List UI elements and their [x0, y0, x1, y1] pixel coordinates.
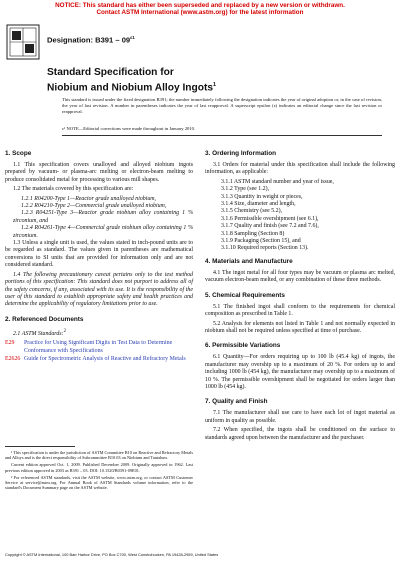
ordering-item: 3.1.2 Type (see 1.2), — [221, 186, 270, 193]
para-4-1: 4.1 The ingot metal for all four types may be vacuum or plasma arc melted, vacuum electron-beam melted, or any combination of these three methods. — [205, 269, 395, 284]
ordering-item: 3.1.7 Quality and finish (see 7.2 and 7.6), — [221, 223, 319, 230]
para-1-4: 1.4 The following precautionary caveat pertains only to the test method portions of this specification: This standard does not purport to address all of the safety concerns, if any, associated with its use. It is the responsibility of the user of this standard to establish appropriate safety and health practices and determine the applicability of regulatory limitations prior to use. — [5, 271, 193, 308]
title-line-1: Standard Specification for — [47, 67, 174, 78]
para-7-1: 7.1 The manufacturer shall use care to have each lot of ingot material as uniform in quality as possible. — [205, 410, 395, 424]
para-3-1: 3.1 Orders for material under this specification shall include the following information, as applicable: — [205, 162, 395, 176]
footnotes — [5, 446, 193, 492]
title-line-2: Niobium and Niobium Alloy Ingots — [47, 82, 214, 94]
para-1-2-2: 1.2.2 R04210-Type 2—Commercial grade unalloyed niobium, — [21, 203, 167, 210]
section-heading-referenced-documents: 2. Referenced Documents — [5, 315, 84, 323]
reference-title[interactable]: Practice for Using Significant Digits in Test Data to Determine Conformance with Specifications — [24, 340, 173, 354]
ordering-item: 3.1.4 Size, diameter and length, — [221, 201, 296, 208]
astm-logo — [6, 24, 40, 60]
ordering-item: 3.1.6 Permissible overshipment (see 6.1), — [221, 215, 319, 222]
footnote-rule — [5, 446, 75, 447]
para-7-2: 7.2 When specified, the ingots shall be conditioned on the surface to standards agreed upon between the manufacturer and the purchaser. — [205, 427, 395, 441]
footnote-1b: Current edition approved Oct. 1, 2009. Published December 2009. Originally approved in 1962. Last previous edition approved in 2003 as B391 – 03. DOI: 10.1520/B0391-09E01. — [5, 462, 193, 473]
para-2-1 — [5, 328, 193, 338]
section-heading-chemical: 5. Chemical Requirements — [205, 291, 285, 299]
ordering-item: 3.1.1 ASTM standard number and year of issue, — [221, 178, 334, 185]
header-divider — [62, 135, 382, 136]
right-column — [205, 150, 395, 444]
footnote-mark-2: 2 — [63, 328, 67, 334]
section-heading-quality-finish: 7. Quality and Finish — [205, 398, 268, 406]
designation-text: Designation: B391 – 09 — [47, 35, 131, 45]
para-5-1: 5.1 The finished ingot shall conform to the requirements for chemical composition as prescribed in Table 1. — [205, 303, 395, 318]
reference-title[interactable]: Guide for Spectrometric Analysis of Reactive and Refractory Metals — [24, 355, 186, 362]
copyright-footer: Copyright © ASTM International, 100 Barr Harbor Drive, PO Box C700, West Conshohocken, PA 19428-2959, United States — [5, 552, 219, 557]
document-title — [47, 67, 216, 94]
reference-row[interactable] — [5, 340, 193, 355]
section-heading-permissible-variations: 6. Permissible Variations — [205, 342, 281, 350]
footnote-1: ¹ This specification is under the jurisdiction of ASTM Committee B10 on Reactive and Refractory Metals and Alloys and is the direct responsibility of Subcommittee B10.03 on Niobium and Tantalum. — [5, 450, 193, 461]
left-column — [5, 150, 193, 364]
designation — [47, 35, 135, 45]
para-1-3: 1.3 Unless a single unit is used, the values stated in inch-pound units are to be regarded as standard. The values given in parentheses are mathematical conversions to SI units that are provided for information only and are not considered standard. — [5, 240, 193, 269]
astm-standards-label: 2.1 ASTM Standards: — [13, 330, 64, 337]
designation-sup: ε1 — [130, 35, 135, 40]
reference-designation[interactable]: E2626 — [5, 355, 21, 362]
section-heading-ordering-information: 3. Ordering Information — [205, 150, 277, 157]
para-5-2: 5.2 Analysis for elements not listed in Table 1 and not normally expected in niobium shall not be required unless specified at time of purchase. — [205, 320, 395, 334]
footnote-2: ² For referenced ASTM standards, visit the ASTM website, www.astm.org, or contact ASTM Customer Service at service@astm.org. For Annual Book of ASTM Standards volume information, refer to the standard's Document Summary page on the ASTM website. — [5, 474, 193, 491]
para-1-2: 1.2 The materials covered by this specification are: — [13, 186, 134, 193]
para-1-2-4: 1.2.4 R04261-Type 4—Commercial grade niobium alloy containing 1 % zirconium. — [13, 225, 193, 239]
ordering-item: 3.1.9 Packaging (Section 15), and — [221, 238, 301, 245]
reference-row[interactable] — [5, 356, 193, 363]
para-1-2-1: 1.2.1 R04200-Type 1—Reactor grade unalloyed niobium, — [21, 195, 157, 202]
ordering-item: 3.1.10 Required reports (Section 13). — [221, 245, 309, 252]
para-1-2-3: 1.2.3 R04251-Type 3—Reactor grade niobium alloy containing 1 % zirconium, and — [13, 210, 193, 224]
title-footnote-mark: 1 — [213, 82, 217, 88]
notice-line-2: Contact ASTM International (www.astm.org) for the latest information — [96, 9, 304, 17]
reference-designation[interactable]: E29 — [5, 340, 15, 347]
ordering-item: 3.1.8 Sampling (Section 8) — [221, 230, 285, 237]
section-heading-scope: 1. Scope — [5, 150, 32, 157]
ordering-item: 3.1.3 Quantity in weight or pieces, — [221, 193, 303, 200]
ordering-item: 3.1.5 Chemistry (see 5.2), — [221, 208, 283, 215]
notice-banner — [0, 2, 400, 16]
para-1-1: 1.1 This specification covers unalloyed and alloyed niobium ingots prepared by vacuum- or plasma-arc melting or electron-beam melting to produce consolidated metal for processing to various mill shapes. — [5, 162, 193, 183]
notice-line-1: NOTICE: This standard has either been superseded and replaced by a new version or withdrawn. — [55, 2, 345, 9]
preamble: This standard is issued under the fixed designation B391; the number immediately following the designation indicates the year of original adoption or, in the case of revision, the year of last revision. A number in parentheses indicates the year of last reapproval. A superscript epsilon (ε) indicates an editorial change since the last revision or reapproval. — [62, 97, 382, 114]
para-6-1: 6.1 Quantity—For orders requiring up to 100 lb (45.4 kg) of ingots, the manufacturer may overship up to a maximum of 20 %. For orders up to and including 1000 lb (454 kg), the manufacturer may overship up to a maximum of 10 %. The permissible overshipment shall be negotiated for orders larger than 1000 lb (454 kg). — [205, 354, 395, 390]
section-heading-materials: 4. Materials and Manufacture — [205, 257, 293, 265]
epsilon-note: ε¹ NOTE—Editorial corrections were made throughout in January 2010. — [62, 126, 196, 131]
